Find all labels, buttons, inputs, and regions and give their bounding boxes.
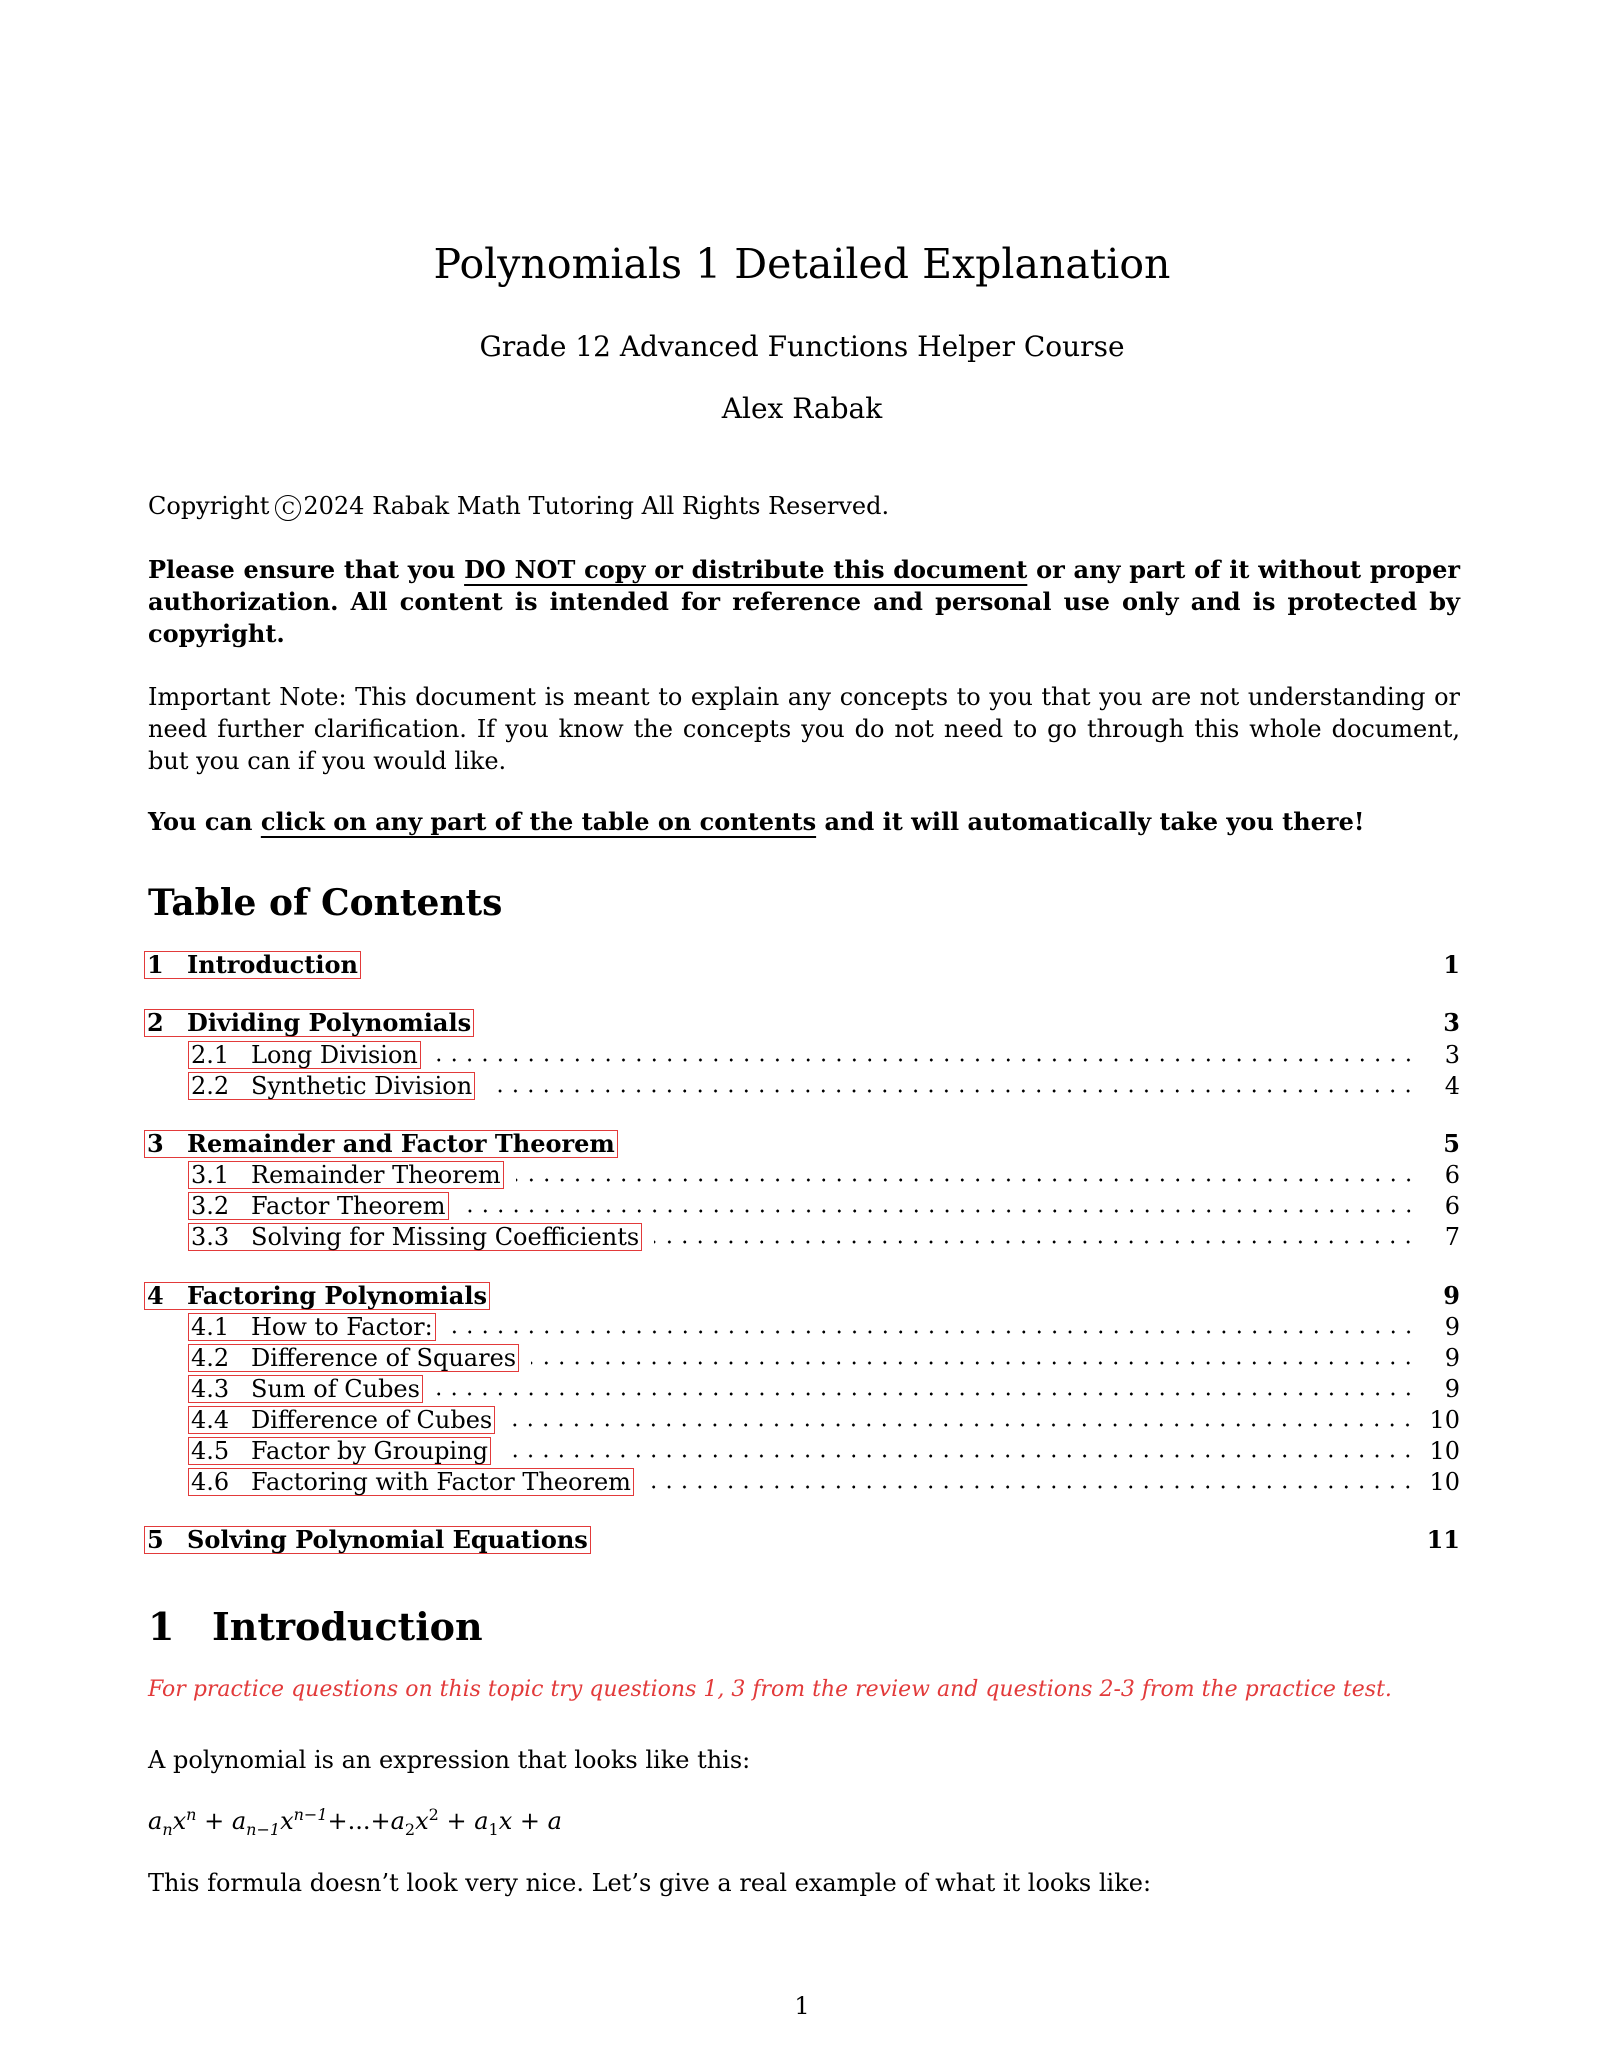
toc-link-4[interactable] <box>144 1282 490 1310</box>
important-note: Important Note: This document is meant to explain any concepts to you that you are not understanding or need further clarification. If you know the concepts you do not need to go through this whole document, but you can if you would like. <box>148 683 1460 775</box>
toc-dot-leader <box>516 1178 1416 1182</box>
toc-subsection-row <box>148 1343 1460 1373</box>
toc-entry-title: Factoring Polynomials <box>187 1281 487 1310</box>
toc-dot-leader <box>507 1423 1415 1427</box>
copyright-line <box>148 490 1460 522</box>
toc-entry-title: Sum of Cubes <box>251 1375 420 1403</box>
toc-page-number: 3 <box>1444 1041 1460 1069</box>
practice-note: For practice questions on this topic try questions 1, 3 from the review and questions 2-3 from the practice test. <box>148 1677 1392 1702</box>
toc-entry-number: 3.1 <box>191 1161 230 1189</box>
toc-page-number: 6 <box>1444 1161 1460 1189</box>
toc-page-number: 10 <box>1429 1437 1460 1465</box>
toc-link-4-5[interactable] <box>188 1437 491 1465</box>
toc-page-number: 10 <box>1429 1406 1460 1434</box>
click-note-emphasis: click on any part of the table on contents <box>260 807 817 836</box>
toc-page-number: 9 <box>1444 1375 1460 1403</box>
toc-entry-title: Long Division <box>251 1041 418 1069</box>
toc-link-4-6[interactable] <box>188 1468 634 1496</box>
toc-dot-leader <box>433 1058 1416 1062</box>
toc-page-number: 6 <box>1444 1192 1460 1220</box>
toc-section-row <box>148 1129 1460 1159</box>
toc-link-4-3[interactable] <box>188 1375 423 1403</box>
toc-subsection-row <box>148 1071 1460 1101</box>
toc-subsection-row <box>148 1374 1460 1404</box>
polynomial-formula: $a_nx^n + a_{n-1}x^{n-1}+...+a_2x^2 + a_1x + a$ <box>148 1805 562 1839</box>
toc-entry-title: Difference of Squares <box>251 1344 517 1372</box>
toc-dot-leader <box>646 1485 1416 1489</box>
click-note: You can click on any part of the table on contents and it will automatically take you there! <box>148 807 1365 836</box>
toc-entry-title: Factor Theorem <box>251 1192 446 1220</box>
toc-subsection-row <box>148 1312 1460 1342</box>
toc-entry-number: 4.1 <box>191 1313 230 1341</box>
toc-entry-title: Factor by Grouping <box>251 1437 488 1465</box>
toc-entry-title: Remainder and Factor Theorem <box>187 1129 615 1158</box>
toc-link-5[interactable] <box>144 1526 591 1554</box>
toc-section-row <box>148 950 1460 980</box>
toc-entry-number: 2.2 <box>191 1072 230 1100</box>
toc-heading: Table of Contents <box>148 882 503 924</box>
toc-entry-number: 2 <box>147 1008 164 1037</box>
toc-entry-number: 4.5 <box>191 1437 230 1465</box>
toc-subsection-row <box>148 1467 1460 1497</box>
toc-page-number: 1 <box>1443 950 1460 979</box>
toc-section-row <box>148 1525 1460 1555</box>
section-title: Introduction <box>212 1604 483 1649</box>
toc-page-number: 9 <box>1443 1281 1460 1310</box>
toc-entry-title: Difference of Cubes <box>251 1406 493 1434</box>
toc-subsection-row <box>148 1191 1460 1221</box>
copyright-icon: C <box>275 495 301 521</box>
intro-paragraph-1: A polynomial is an expression that looks like this: <box>148 1746 751 1774</box>
toc-link-1[interactable] <box>144 951 361 979</box>
toc-page-number: 5 <box>1443 1129 1460 1158</box>
toc-entry-title: Solving Polynomial Equations <box>187 1525 588 1554</box>
toc-section-row <box>148 1281 1460 1311</box>
toc-entry-title: Introduction <box>187 950 358 979</box>
intro-paragraph-2: This formula doesn’t look very nice. Let’s give a real example of what it looks like: <box>148 1869 1152 1897</box>
toc-dot-leader <box>448 1330 1416 1334</box>
toc-dot-leader <box>435 1392 1416 1396</box>
toc-entry-title: Factoring with Factor Theorem <box>251 1468 631 1496</box>
toc-link-3-2[interactable] <box>188 1192 449 1220</box>
toc-page-number: 3 <box>1443 1008 1460 1037</box>
toc-entry-number: 4 <box>147 1281 164 1310</box>
document-author: Alex Rabak <box>721 392 883 425</box>
toc-subsection-row <box>148 1436 1460 1466</box>
toc-entry-title: Dividing Polynomials <box>187 1008 472 1037</box>
toc-link-3[interactable] <box>144 1130 618 1158</box>
toc-page-number: 11 <box>1426 1525 1460 1554</box>
toc-dot-leader <box>487 1089 1416 1093</box>
copyright-text: 2024 Rabak Math Tutoring All Rights Reserved. <box>303 492 890 520</box>
toc-entry-number: 1 <box>147 950 164 979</box>
page-number: 1 <box>794 1992 810 2020</box>
toc-dot-leader <box>654 1240 1416 1244</box>
warning-emphasis: DO NOT copy or distribute this document <box>464 555 1028 584</box>
toc-page-number: 10 <box>1429 1468 1460 1496</box>
toc-page-number: 9 <box>1444 1344 1460 1372</box>
section-number: 1 <box>148 1604 175 1649</box>
toc-subsection-row <box>148 1405 1460 1435</box>
document-subtitle: Grade 12 Advanced Functions Helper Course <box>479 330 1125 363</box>
toc-link-3-1[interactable] <box>188 1161 504 1189</box>
toc-entry-number: 4.4 <box>191 1406 230 1434</box>
toc-subsection-row <box>148 1040 1460 1070</box>
toc-entry-title: Solving for Missing Coefficients <box>251 1223 640 1251</box>
toc-link-3-3[interactable] <box>188 1223 642 1251</box>
toc-page-number: 4 <box>1444 1072 1460 1100</box>
toc-subsection-row <box>148 1160 1460 1190</box>
toc-entry-title: Remainder Theorem <box>251 1161 501 1189</box>
toc-entry-number: 3.2 <box>191 1192 230 1220</box>
toc-link-2-2[interactable] <box>188 1072 475 1100</box>
copyright-prefix: Copyright <box>148 492 270 520</box>
toc-link-2-1[interactable] <box>188 1041 421 1069</box>
toc-entry-number: 4.3 <box>191 1375 230 1403</box>
toc-entry-title: How to Factor: <box>251 1313 433 1341</box>
toc-link-4-2[interactable] <box>188 1344 519 1372</box>
toc-entry-number: 3 <box>147 1129 164 1158</box>
document-title: Polynomials 1 Detailed Explanation <box>433 240 1171 288</box>
toc-link-4-1[interactable] <box>188 1313 436 1341</box>
toc-subsection-row <box>148 1222 1460 1252</box>
toc-entry-number: 5 <box>147 1525 164 1554</box>
toc-link-4-4[interactable] <box>188 1406 495 1434</box>
toc-section-row <box>148 1008 1460 1038</box>
toc-dot-leader <box>531 1361 1416 1365</box>
toc-entry-title: Synthetic Division <box>251 1072 473 1100</box>
toc-entry-number: 3.3 <box>191 1223 230 1251</box>
section-heading <box>148 1604 1460 1649</box>
toc-link-2[interactable] <box>144 1009 474 1037</box>
toc-entry-number: 2.1 <box>191 1041 230 1069</box>
toc-entry-number: 4.2 <box>191 1344 230 1372</box>
toc-page-number: 9 <box>1444 1313 1460 1341</box>
toc-dot-leader <box>461 1209 1416 1213</box>
copyright-warning: Please ensure that you DO NOT copy or distribute this document or any part of it without proper authorization. All content is intended for reference and personal use only and is protected by copyright. <box>148 555 1461 648</box>
toc-dot-leader <box>503 1454 1416 1458</box>
toc-entry-number: 4.6 <box>191 1468 230 1496</box>
toc-page-number: 7 <box>1444 1223 1460 1251</box>
